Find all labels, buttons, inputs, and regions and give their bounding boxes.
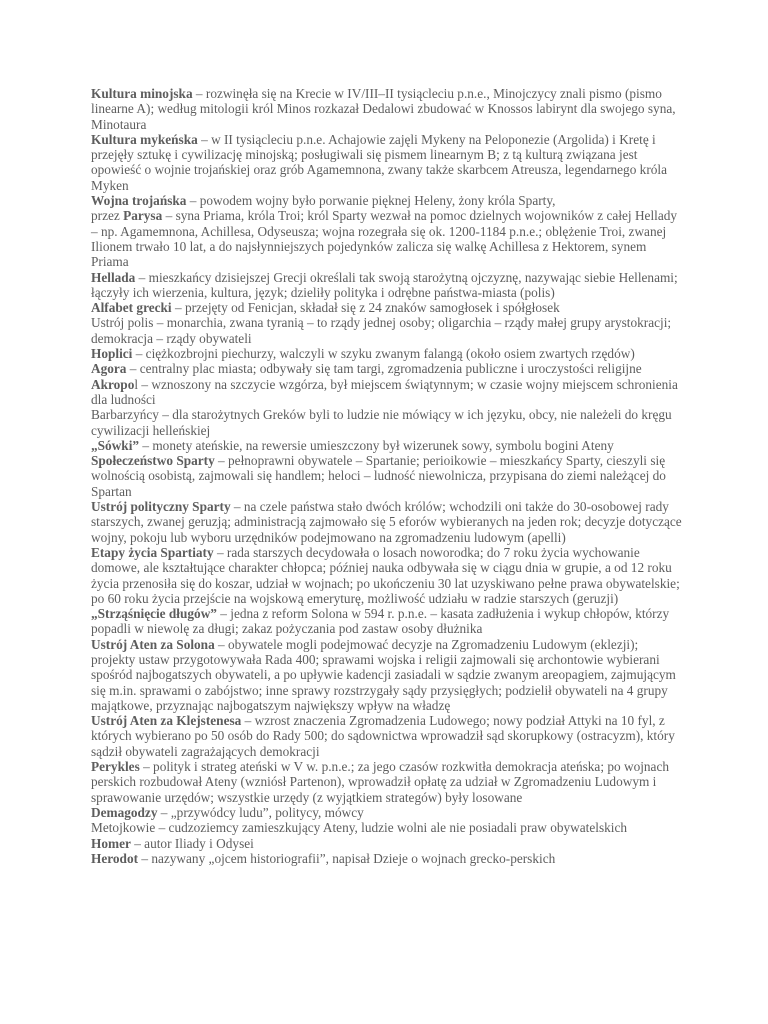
entry-term: Akropo bbox=[91, 376, 135, 392]
entry-definition: – syna Priama, króla Troi; król Sparty wezwał na pomoc dzielnych wojowników z całej Hellady – np. Agamemnona, Achillesa, Odyseusza; wojna rozegrała się ok. 1200-1184 p.n.e.; oblężenie Troi, zwanej Ilionem trwało 10 lat, a do najsłynniejszych pojedynków zalicza się walkę Achillesa z Hektorem, synem Priama bbox=[91, 208, 678, 270]
glossary-entry bbox=[91, 820, 683, 835]
glossary-entry bbox=[91, 361, 683, 376]
glossary-entry bbox=[91, 270, 683, 301]
glossary-entry bbox=[91, 86, 683, 132]
glossary-entry bbox=[91, 193, 683, 208]
glossary-entry bbox=[91, 208, 683, 269]
entry-definition: – rada starszych decydowała o losach noworodka; do 7 roku życia wychowanie domowe, ale kształtujące charakter chłopca; później nauka odbywała się w ciągu dnia w grupie, a od 12 roku życia przenosiła się do koszar, udział w wojnach; po ukończeniu 30 lat uzyskiwano pełne prawa obywatelskie; po 60 roku życia przejście na wojskową emeryturę, możliwość udziału w radzie starszych (geruzji) bbox=[91, 544, 680, 606]
glossary-entry bbox=[91, 836, 683, 851]
document-page bbox=[91, 86, 683, 866]
entry-definition: – w II tysiącleciu p.n.e. Achajowie zajęli Mykeny na Peloponezie (Argolida) i Kretę i przejęły sztukę i cywilizację minojską; posługiwali się pismem linearnym B; z tą kulturą związana jest opowieść o wojnie trojańskiej oraz grób Agamemnona, zwany także skarbcem Atreusza, legendarnego króla Myken bbox=[91, 131, 667, 193]
entry-definition: – jedna z reform Solona w 594 r. p.n.e. – kasata zadłużenia i wykup chłopów, którzy popadli w niewolę za długi; zakaz pożyczania pod zastaw osoby dłużnika bbox=[91, 606, 670, 637]
glossary-entry bbox=[91, 407, 683, 438]
entry-definition: – na czele państwa stało dwóch królów; wchodzili oni także do 30-osobowej rady starszych, zwanej geruzją; administracją zajmowało się 5 eforów wybieranych na jeden rok; decyzje dotyczące wojny, pokoju lub wyboru urzędników podejmowano na zgromadzeniu ludowym (apelli) bbox=[91, 499, 682, 545]
entry-definition: – centralny plac miasta; odbywały się tam targi, zgromadzenia publiczne i uroczystości religijne bbox=[126, 361, 642, 377]
entry-term: Homer bbox=[91, 835, 131, 851]
entry-term: Ustrój Aten za Solona bbox=[91, 636, 215, 652]
glossary-entry bbox=[91, 300, 683, 315]
entry-term: Hellada bbox=[91, 269, 136, 285]
entry-term: Alfabet grecki bbox=[91, 300, 172, 316]
entry-definition: – ciężkozbrojni piechurzy, walczyli w szyku zwanym falangą (około osiem zwartych rzędów) bbox=[132, 346, 635, 362]
entry-definition: – rozwinęła się na Krecie w IV/III–II tysiącleciu p.n.e., Minojczycy znali pismo (pismo linearne A); według mitologii król Minos rozkazał Dedalowi zbudować w Knossos labirynt dla swojego syna, Minotaura bbox=[91, 86, 676, 132]
entry-term: Demagodzy bbox=[91, 804, 158, 820]
glossary-entry bbox=[91, 132, 683, 193]
entry-definition: – przejęty od Fenicjan, składał się z 24 znaków samogłosek i spółgłosek bbox=[171, 300, 560, 316]
entry-term: „Strząśnięcie długów” bbox=[91, 606, 217, 622]
entry-definition: – wzrost znaczenia Zgromadzenia Ludowego; nowy podział Attyki na 10 fyl, z których wybierano po 50 osób do Rady 500; do sądownictwa wprowadził sąd skorupkowy (ostracyzm), który sądził obywateli zagrażających demokracji bbox=[91, 713, 675, 759]
entry-term: Ustrój Aten za Klejstenesa bbox=[91, 713, 242, 729]
entry-term: Etapy życia Spartiaty bbox=[91, 544, 214, 560]
glossary-entry bbox=[91, 438, 683, 453]
entry-term: Kultura mykeńska bbox=[91, 131, 198, 147]
glossary-entry bbox=[91, 759, 683, 805]
entry-definition: Metojkowie – cudzoziemcy zamieszkujący Ateny, ludzie wolni ale nie posiadali praw obywatelskich bbox=[91, 820, 628, 836]
entry-definition: – „przywódcy ludu”, politycy, mówcy bbox=[157, 804, 364, 820]
entry-definition: l – wznoszony na szczycie wzgórza, był miejscem świątynnym; w czasie wojny miejscem schronienia dla ludności bbox=[91, 376, 678, 407]
entry-definition: – mieszkańcy dzisiejszej Grecji określali tak swoją starożytną ojczyznę, nazywając siebie Hellenami; łączyły ich wierzenia, kultura, język; dzieliły polityka i odrębne państwa-miasta (polis) bbox=[91, 269, 678, 300]
glossary-entry bbox=[91, 315, 683, 346]
glossary-entry bbox=[91, 453, 683, 499]
glossary-entry bbox=[91, 713, 683, 759]
entry-term: Ustrój polityczny Sparty bbox=[91, 499, 231, 515]
entry-term: Agora bbox=[91, 361, 127, 377]
glossary-entry bbox=[91, 851, 683, 866]
entry-term: Wojna trojańska bbox=[91, 193, 187, 209]
entry-definition: – monety ateńskie, na rewersie umieszczony był wizerunek sowy, symbolu bogini Ateny bbox=[139, 437, 614, 453]
entry-prefix: przez bbox=[91, 208, 124, 224]
glossary-entry bbox=[91, 377, 683, 408]
entry-term: Perykles bbox=[91, 759, 140, 775]
glossary-entry bbox=[91, 637, 683, 713]
entry-term: Herodot bbox=[91, 850, 139, 866]
entry-definition: – pełnoprawni obywatele – Spartanie; perioikowie – mieszkańcy Sparty, cieszyli się wolnością osobistą, zajmowali się handlem; heloci – ludność niewolnicza, przypisana do ziemi należącej do Spartan bbox=[91, 453, 666, 499]
glossary-entry bbox=[91, 346, 683, 361]
glossary-entry bbox=[91, 499, 683, 545]
entry-definition: Barbarzyńcy – dla starożytnych Greków byli to ludzie nie mówiący w ich języku, obcy, nie należeli do kręgu cywilizacji helleńskiej bbox=[91, 407, 672, 438]
glossary-entry bbox=[91, 805, 683, 820]
entry-term: „Sówki” bbox=[91, 437, 140, 453]
entry-definition: Ustrój polis – monarchia, zwana tyranią – to rządy jednej osoby; oligarchia – rządy małej grupy arystokracji; demokracja – rządy obywateli bbox=[91, 315, 672, 346]
glossary-entry bbox=[91, 545, 683, 606]
entry-definition: – polityk i strateg ateński w V w. p.n.e.; za jego czasów rozkwitła demokracja ateńska; po wojnach perskich rozbudował Ateny (wzniósł Partenon), wprowadził opłatę za udział w Zgromadzeniu Ludowym i sprawowanie urzędów; wszystkie urzędy (z wyjątkiem strategów) były losowane bbox=[91, 759, 670, 805]
entry-definition: – nazywany „ojcem historiografii”, napisał Dzieje o wojnach grecko-perskich bbox=[138, 850, 556, 866]
entry-term: Kultura minojska bbox=[91, 86, 193, 101]
entry-term: Społeczeństwo Sparty bbox=[91, 453, 215, 469]
entry-term: Parysa bbox=[123, 208, 163, 224]
entry-definition: – obywatele mogli podejmować decyzje na Zgromadzeniu Ludowym (eklezji); projekty ustaw przygotowywała Rada 400; sprawami wojska i religii zajmowali się archontowie wybierani spośród najbogatszych obywateli, a po upływie kadencji zasiadali w sądzie zwanym areopagiem, zajmującym się m.in. sprawami o zabójstwo; inne sprawy rozstrzygały sądy przysięgłych; podzielił obywateli na 4 grupy majątkowe, przyznając najbogatszym największy wpływ na władzę bbox=[91, 636, 676, 713]
glossary-entry bbox=[91, 606, 683, 637]
entry-term: Hoplici bbox=[91, 346, 133, 362]
entry-definition: – autor Iliady i Odysei bbox=[130, 835, 254, 851]
entry-definition: – powodem wojny było porwanie pięknej Heleny, żony króla Sparty, bbox=[186, 193, 556, 209]
